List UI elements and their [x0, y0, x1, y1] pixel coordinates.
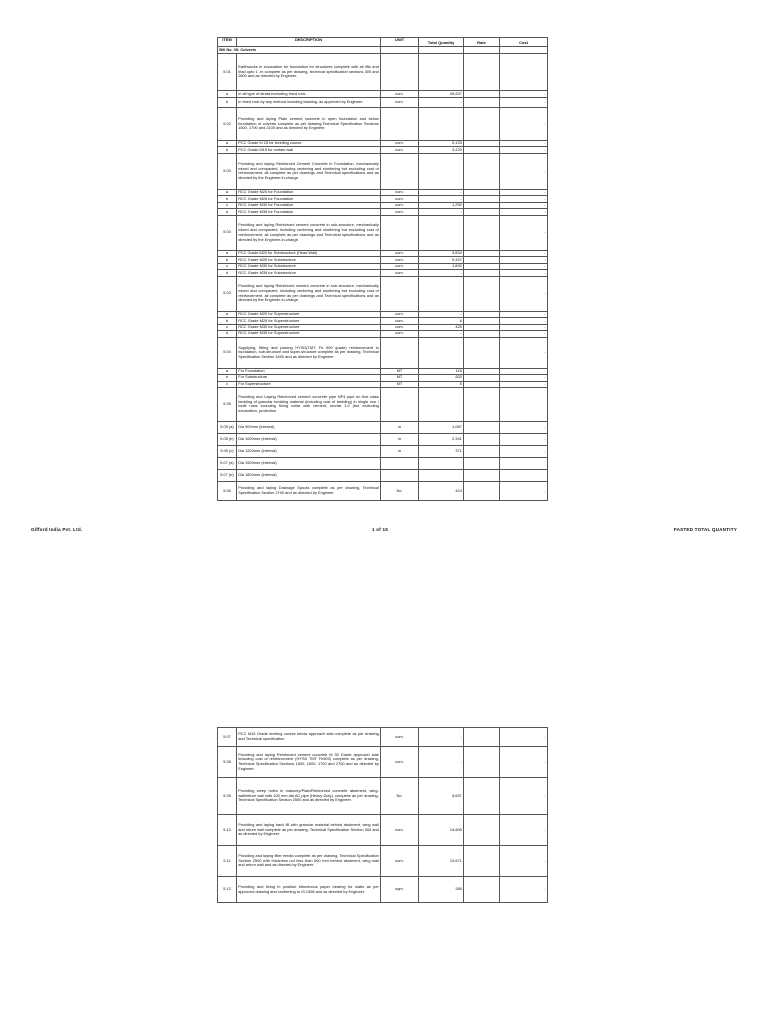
table-row: [218, 815, 548, 846]
item-cell: c: [218, 324, 237, 330]
unit-cell: cum.: [381, 311, 419, 317]
description-cell: Providing and laying Reinforced cement concrete in sub-structure, mechanically mixed and compacted, including centering and shuttering but excluding cost of reinforcement, all complete as per drawings and Technical specifications and as directed by the Engineer-in-charge.: [237, 276, 381, 311]
rate-cell: [464, 54, 500, 91]
cost-cell: -: [500, 815, 548, 846]
description-cell: Providing and laying Drainage Spouts complete as per drawing, Technical Specification Section 2700 and as directed by Engineer.: [237, 481, 381, 500]
cost-cell: -: [500, 311, 548, 317]
description-cell: RCC Grade M25 for Superstructure: [237, 318, 381, 324]
table-row: [218, 153, 548, 189]
cost-cell: -: [500, 196, 548, 202]
quantity-cell: 3,834: [419, 250, 464, 256]
unit-cell: m: [381, 421, 419, 433]
cost-cell: -: [500, 728, 548, 747]
cost-cell: -: [500, 189, 548, 195]
unit-cell: cum.: [381, 318, 419, 324]
cost-cell: -: [500, 421, 548, 433]
item-cell: d: [218, 331, 237, 337]
description-cell: Dia 900mm (internal): [237, 421, 381, 433]
quantity-cell: -: [419, 728, 464, 747]
item-cell: 5.07 (a): [218, 457, 237, 469]
table-row: [218, 387, 548, 421]
item-cell: b: [218, 375, 237, 381]
item-cell: 5.03: [218, 276, 237, 311]
unit-cell: cum.: [381, 331, 419, 337]
table-row: [218, 457, 548, 469]
quantity-cell: 45,637: [419, 91, 464, 98]
table-row: [218, 54, 548, 91]
description-cell: Providing and laying Reinforced Cement Concrete in Foundation, mechanically mixed and compacted, including centering and shuttering but excluding cost of reinforcement, all complete as per drawings and Technical specifications and as directed by the Engineer-in-charge.: [237, 153, 381, 189]
quantity-cell: [419, 276, 464, 311]
table-row: [218, 846, 548, 877]
item-cell: a: [218, 141, 237, 147]
table-row: [218, 337, 548, 368]
description-cell: RCC Grade M25 for Substructure: [237, 257, 381, 263]
table-row: [218, 433, 548, 445]
item-cell: a: [218, 189, 237, 195]
table-row: [218, 276, 548, 311]
footer-page-number: 1 of 15: [372, 527, 388, 532]
description-cell: PCC M15 Grade leveling course below approach slab complete as per drawing and Technical specification: [237, 728, 381, 747]
rate-cell: [464, 846, 500, 877]
description-cell: RCC Grade M35 for Foundation: [237, 209, 381, 215]
cost-cell: -: [500, 337, 548, 368]
unit-cell: cum.: [381, 747, 419, 778]
rate-cell: [464, 877, 500, 903]
description-cell: PCC Grade M 15 for levelling course: [237, 141, 381, 147]
quantity-cell: [419, 54, 464, 91]
unit-cell: cum.: [381, 270, 419, 276]
item-cell: a: [218, 250, 237, 256]
cost-cell: -: [500, 846, 548, 877]
item-cell: 5.03: [218, 153, 237, 189]
quantity-cell: [419, 337, 464, 368]
item-cell: b: [218, 318, 237, 324]
footer-report-title: FASTED TOTAL QUANTITY: [673, 527, 737, 532]
quantity-cell: 5,133: [419, 141, 464, 147]
quantity-cell: 116: [419, 368, 464, 374]
description-cell: Providing and fixing in position bituminous paper bearing for slabs as per approved drawing and confirming to IS:1398 and as directed by Engineer.: [237, 877, 381, 903]
item-cell: 5.09: [218, 778, 237, 815]
quantity-cell: -: [419, 98, 464, 108]
unit-cell: cum.: [381, 141, 419, 147]
cost-cell: [500, 457, 548, 469]
item-cell: 5.05 (a): [218, 421, 237, 433]
cost-cell: -: [500, 445, 548, 457]
unit-cell: [381, 276, 419, 311]
item-cell: c: [218, 263, 237, 269]
description-cell: Providing and laying filter media complete as per drawing, Technical Specification Section 2500 with thickness not less than 600 mm behind abutment, wing wall and return wall and as directed by Engineer.: [237, 846, 381, 877]
rate-cell: [464, 108, 500, 141]
description-cell: Providing and laying Plain cement concrete in open foundation and below foundation of culverts complete as per drawing,Technical Specification Sections 1500, 1700 and 2100 and as directed by Engineer.: [237, 108, 381, 141]
cost-cell: -: [500, 98, 548, 108]
description-cell: RCC Grade M35 for Substructure: [237, 270, 381, 276]
unit-cell: MT: [381, 368, 419, 374]
cost-cell: [500, 387, 548, 421]
unit-cell: [381, 153, 419, 189]
unit-cell: [381, 457, 419, 469]
table-row: [218, 747, 548, 778]
quantity-cell: 1,890: [419, 263, 464, 269]
unit-cell: No.: [381, 481, 419, 500]
item-cell: a: [218, 91, 237, 98]
description-cell: Earthworks in excavation for foundation for structures complete with all lifts and lead upto 1 ,m complete as per drawing, technical specification sections 300 and 2600 and as directed by Engineer.: [237, 54, 381, 91]
bill-title: Bill No. 05: Culverts: [218, 47, 381, 54]
description-cell: Dia 1200mm (internal): [237, 445, 381, 457]
rate-cell: [464, 457, 500, 469]
cost-cell: -: [500, 877, 548, 903]
rate-cell: [464, 421, 500, 433]
cost-cell: -: [500, 331, 548, 337]
quantity-cell: -: [419, 189, 464, 195]
header-total-quantity: Total Quantity: [419, 38, 464, 47]
quantity-cell: 6: [419, 318, 464, 324]
unit-cell: cum.: [381, 147, 419, 153]
cost-cell: -: [500, 202, 548, 208]
empty-cell: [381, 47, 419, 54]
item-cell: 5.06: [218, 481, 237, 500]
item-cell: d: [218, 270, 237, 276]
quantity-cell: 6,657: [419, 778, 464, 815]
table-row: [218, 877, 548, 903]
table-row: [218, 421, 548, 433]
footer-company: Gifford India Pvt. Ltd.: [31, 527, 83, 532]
quantity-cell: -: [419, 747, 464, 778]
quantity-table-page-2: [217, 727, 548, 903]
cost-cell: -: [500, 153, 548, 189]
cost-cell: -: [500, 368, 548, 374]
quantity-cell: 5: [419, 381, 464, 387]
description-cell: For Substructure: [237, 375, 381, 381]
header-cost: Cost: [500, 38, 548, 47]
description-cell: In all type of strata excluding Hard rock.: [237, 91, 381, 98]
unit-cell: cum.: [381, 250, 419, 256]
table-row: [218, 481, 548, 500]
cost-cell: -: [500, 215, 548, 250]
cost-cell: -: [500, 250, 548, 256]
quantity-cell: 10,671: [419, 846, 464, 877]
cost-cell: [500, 54, 548, 91]
description-cell: For Superstructure: [237, 381, 381, 387]
quantity-cell: 371: [419, 445, 464, 457]
item-cell: 5.08: [218, 747, 237, 778]
unit-cell: [381, 215, 419, 250]
item-cell: a: [218, 311, 237, 317]
quantity-cell: -: [419, 270, 464, 276]
description-cell: Dia 1500mm (internal): [237, 457, 381, 469]
quantity-cell: 424: [419, 481, 464, 500]
rate-cell: [464, 387, 500, 421]
unit-cell: cum.: [381, 257, 419, 263]
rate-cell: [464, 445, 500, 457]
cost-cell: -: [500, 276, 548, 311]
table-row: [218, 91, 548, 98]
quantity-cell: 1,290: [419, 202, 464, 208]
unit-cell: cum.: [381, 263, 419, 269]
header-item: ITEM: [218, 38, 237, 47]
rate-cell: [464, 215, 500, 250]
rate-cell: [464, 91, 500, 98]
item-cell: 5.12: [218, 877, 237, 903]
unit-cell: [381, 469, 419, 481]
unit-cell: cum.: [381, 202, 419, 208]
quantity-table-page-1: [217, 37, 548, 501]
description-cell: RCC Grade M20 for Foundation: [237, 189, 381, 195]
header-rate: Rate: [464, 38, 500, 47]
quantity-cell: -: [419, 311, 464, 317]
cost-cell: -: [500, 747, 548, 778]
quantity-cell: 833: [419, 375, 464, 381]
description-cell: Providing and laying back fill with granular material behind abutment, wing wall and return wall complete as per drawing, Technical Specification Section 300 and as directed by Engineer.: [237, 815, 381, 846]
item-cell: a: [218, 368, 237, 374]
quantity-cell: [419, 215, 464, 250]
cost-cell: -: [500, 433, 548, 445]
unit-cell: m: [381, 445, 419, 457]
item-cell: c: [218, 381, 237, 387]
item-cell: b: [218, 196, 237, 202]
unit-cell: MT: [381, 381, 419, 387]
unit-cell: cum.: [381, 91, 419, 98]
item-cell: 5.05: [218, 387, 237, 421]
description-cell: RCC Grade M35 for Superstructure: [237, 331, 381, 337]
cost-cell: -: [500, 375, 548, 381]
cost-cell: -: [500, 318, 548, 324]
quantity-cell: 3,220: [419, 147, 464, 153]
unit-cell: cum.: [381, 846, 419, 877]
header-description: DESCRIPTION: [237, 38, 381, 47]
description-cell: For Foundation: [237, 368, 381, 374]
unit-cell: cum.: [381, 815, 419, 846]
quantity-cell: 285: [419, 877, 464, 903]
description-cell: Dia 1000mm (internal): [237, 433, 381, 445]
rate-cell: [464, 433, 500, 445]
empty-cell: [419, 47, 464, 54]
description-cell: Providing and laying Reinforced cement concrete in sub-structure, mechanically mixed and compacted, including centering and shuttering but excluding cost of reinforcement, all complete as per drawings and Technical specifications and as directed by the Engineer-in-charge.: [237, 215, 381, 250]
item-cell: 5.07 (b): [218, 469, 237, 481]
description-cell: Dia 1800mm (internal): [237, 469, 381, 481]
item-cell: 5.10: [218, 815, 237, 846]
unit-cell: [381, 387, 419, 421]
description-cell: PCC Grade M20 for Substructure (Head Wall): [237, 250, 381, 256]
quantity-cell: -: [419, 209, 464, 215]
quantity-cell: 425: [419, 324, 464, 330]
item-cell: 5.07: [218, 728, 237, 747]
rate-cell: [464, 481, 500, 500]
quantity-cell: -: [419, 331, 464, 337]
cost-cell: [500, 469, 548, 481]
rate-cell: [464, 728, 500, 747]
unit-cell: MT: [381, 375, 419, 381]
table-row: [218, 215, 548, 250]
item-cell: 5.04: [218, 337, 237, 368]
quantity-cell: [419, 387, 464, 421]
rate-cell: [464, 469, 500, 481]
item-cell: b: [218, 147, 237, 153]
unit-cell: cum.: [381, 196, 419, 202]
quantity-cell: 14,605: [419, 815, 464, 846]
cost-cell: -: [500, 91, 548, 98]
description-cell: RCC Grade M30 for Foundation: [237, 202, 381, 208]
description-cell: PCC Grade M15 for curtain wall: [237, 147, 381, 153]
description-cell: RCC Grade M30 for Superstructure: [237, 324, 381, 330]
header-unit: UNIT: [381, 38, 419, 47]
unit-cell: cum.: [381, 728, 419, 747]
description-cell: Providing and Laying Reinforced cement concrete pipe NP4 pipe on first class bedding of granular bedding material (including cost of bedding) in single row / multi rows including fixing collar with cement, mortar 1:2 (but excluding excavation, protection: [237, 387, 381, 421]
quantity-cell: [419, 457, 464, 469]
unit-cell: cum.: [381, 209, 419, 215]
unit-cell: cum.: [381, 98, 419, 108]
cost-cell: -: [500, 263, 548, 269]
quantity-cell: -: [419, 196, 464, 202]
empty-cell: [464, 47, 500, 54]
cost-cell: -: [500, 381, 548, 387]
table-row: [218, 728, 548, 747]
unit-cell: m: [381, 433, 419, 445]
rate-cell: [464, 747, 500, 778]
description-cell: Providing weep holes in masonry/Plain/Reinforced concrete abutment, wing-wall/return wall with 100 mm dia AC pipe (Heavy Duty), complete as per drawing, Technical Specification Section 2500 and as directed by Engineer.: [237, 778, 381, 815]
unit-cell: [381, 337, 419, 368]
description-cell: RCC Grade M20 for Superstructure: [237, 311, 381, 317]
item-cell: c: [218, 202, 237, 208]
item-cell: 5.01: [218, 54, 237, 91]
unit-cell: No.: [381, 778, 419, 815]
table-row: [218, 778, 548, 815]
quantity-cell: 2,341: [419, 433, 464, 445]
quantity-cell: [419, 108, 464, 141]
unit-cell: sqm.: [381, 877, 419, 903]
table-row: [218, 445, 548, 457]
rate-cell: [464, 153, 500, 189]
cost-cell: -: [500, 778, 548, 815]
table-row: [218, 469, 548, 481]
cost-cell: -: [500, 209, 548, 215]
item-cell: b: [218, 98, 237, 108]
quantity-cell: 5,337: [419, 257, 464, 263]
item-cell: 5.02: [218, 108, 237, 141]
item-cell: 5.11: [218, 846, 237, 877]
cost-cell: -: [500, 324, 548, 330]
item-cell: 5.03: [218, 215, 237, 250]
unit-cell: cum.: [381, 189, 419, 195]
cost-cell: -: [500, 481, 548, 500]
item-cell: 5.05 (b): [218, 433, 237, 445]
cost-cell: -: [500, 147, 548, 153]
item-cell: d: [218, 209, 237, 215]
rate-cell: [464, 778, 500, 815]
description-cell: RCC Grade M30 for Substructure: [237, 263, 381, 269]
description-cell: RCC Grade M25 for Foundation: [237, 196, 381, 202]
cost-cell: -: [500, 257, 548, 263]
table-row: [218, 98, 548, 108]
rate-cell: [464, 815, 500, 846]
table-row: [218, 108, 548, 141]
description-cell: Providing and laying Reinforced cement concrete M 30 Grade approach slab including cost of reinforcement (HYSD TMT Fe500) complete as per drawing, Technical Specification Sections 1500, 1600, 1700 and 2700 and as directed by Engineer.: [237, 747, 381, 778]
unit-cell: [381, 108, 419, 141]
quantity-cell: 1,087: [419, 421, 464, 433]
item-cell: 5.05 (c): [218, 445, 237, 457]
item-cell: b: [218, 257, 237, 263]
rate-cell: [464, 337, 500, 368]
table-header-row: [218, 38, 548, 47]
rate-cell: [464, 98, 500, 108]
description-cell: Supplying, fitting and placing HYSD(TMT, Fe 500 grade) reinforcement in foundation, sub-structure and super-structure complete as per drawing, Technical Specification Section 1600 and as directed by Engineer.: [237, 337, 381, 368]
unit-cell: [381, 54, 419, 91]
quantity-cell: [419, 153, 464, 189]
cost-cell: -: [500, 141, 548, 147]
unit-cell: cum.: [381, 324, 419, 330]
cost-cell: -: [500, 108, 548, 141]
cost-cell: -: [500, 270, 548, 276]
quantity-cell: [419, 469, 464, 481]
empty-cell: [500, 47, 548, 54]
rate-cell: [464, 276, 500, 311]
bill-title-row: [218, 47, 548, 54]
description-cell: In Hard rock by any method including blasting, as approved by Engineer.: [237, 98, 381, 108]
